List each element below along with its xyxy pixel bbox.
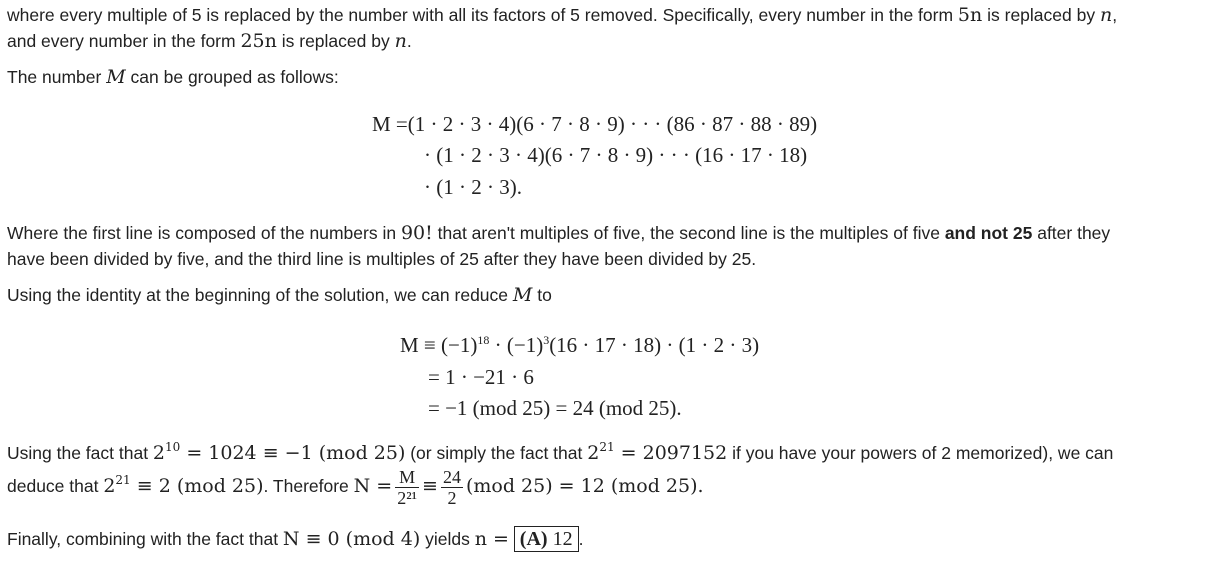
math-2-pow-21 (587, 442, 727, 464)
math-2-pow-21-congruence (103, 475, 263, 497)
fraction-denominator: 2²¹ (397, 487, 418, 508)
intro-line-1 (7, 2, 1117, 28)
final-line (7, 526, 583, 552)
math-N-mod-4: N ≡ 0 (mod 4) (282, 528, 421, 550)
equation2-line-1 (400, 331, 759, 359)
math-M: M (106, 66, 126, 88)
fraction-denominator: 2 (447, 487, 457, 508)
eq2-exponent: 3 (543, 333, 550, 347)
math-90-factorial: 90! (400, 222, 433, 244)
identity-sentence (7, 282, 552, 308)
deduce-text: . Therefore (263, 476, 354, 496)
math-2-pow-10 (153, 442, 405, 464)
eq2-lhs: M ≡ (−1) (400, 333, 478, 357)
math-25n: 25n (240, 30, 277, 52)
math-equiv: ≡ (422, 475, 438, 497)
math-N-equals: N = (353, 475, 393, 497)
math-exponent: 21 (599, 440, 615, 454)
math-base: 2 (103, 475, 116, 497)
deduce-text: deduce that (7, 476, 104, 496)
explanation-bold: and not 25 (944, 223, 1033, 243)
intro-text: and every number in the form (7, 31, 241, 51)
math-exponent: 10 (165, 440, 181, 454)
explanation-line-1 (7, 220, 1110, 246)
math-n: n (394, 30, 407, 52)
fraction-numerator: M (395, 467, 419, 488)
answer-value: 12 (547, 528, 573, 550)
eq2-mid: · (−1) (489, 333, 544, 357)
math-base: 2 (152, 442, 166, 464)
fraction-M-over-2-21 (395, 467, 419, 508)
eq2-exponent: 18 (477, 333, 490, 347)
math-base: 2 (587, 442, 600, 464)
intro-text: , (1112, 5, 1118, 25)
fraction-24-over-2 (441, 467, 463, 508)
final-text: yields (420, 529, 475, 549)
explanation-line-2: have been divided by five, and the third line is multiples of 25 after they have been divided by 25. (7, 249, 757, 269)
intro-text: . (406, 31, 412, 51)
fact-line (7, 440, 1113, 466)
equation2-line-2: = 1 · −21 · 6 (428, 365, 534, 389)
deduce-line (7, 464, 704, 508)
eq2-rest: (16 · 17 · 18) · (1 · 2 · 3) (549, 333, 760, 357)
final-text: . (578, 529, 584, 549)
intro-line-2 (7, 28, 412, 54)
intro-text: is replaced by (982, 5, 1100, 25)
final-text: Finally, combining with the fact that (7, 529, 283, 549)
intro-text: is replaced by (276, 31, 395, 51)
grouping-text: The number (7, 67, 107, 87)
math-mod-result: (mod 25) = 12 (mod 25). (465, 475, 704, 497)
math-rest: ≡ 2 (mod 25) (130, 475, 264, 497)
math-rest: = 2097152 (614, 442, 728, 464)
intro-text: where every multiple of 5 is replaced by the number with all its factors of 5 removed. Specifically, every number in the form (7, 5, 958, 25)
answer-choice: (A) (519, 528, 548, 550)
fact-text: (or simply the fact that (405, 443, 588, 463)
equation2-line-3: = −1 (mod 25) = 24 (mod 25). (428, 396, 682, 420)
math-n: n (1099, 4, 1113, 26)
equation1-line-2: · (1 · 2 · 3 · 4)(6 · 7 · 8 · 9) · · · (16 · 17 · 18) (424, 143, 808, 167)
math-exponent: 21 (115, 473, 131, 487)
identity-text: to (532, 285, 552, 305)
fact-text: if you have your powers of 2 memorized), we can (727, 443, 1114, 463)
fact-text: Using the fact that (7, 443, 153, 463)
explanation-text: that aren't multiples of five, the second line is the multiples of five (432, 223, 945, 243)
identity-text: Using the identity at the beginning of the solution, we can reduce (7, 285, 513, 305)
fraction-numerator: 24 (442, 466, 461, 487)
math-rest: = 1024 ≡ −1 (mod 25) (180, 442, 406, 464)
explanation-text: after they (1032, 223, 1111, 243)
math-n-equals: n = (474, 528, 509, 550)
equation1-line-3: · (1 · 2 · 3). (424, 175, 522, 199)
grouping-sentence (7, 64, 339, 90)
math-M: M (512, 284, 533, 306)
explanation-text: Where the first line is composed of the numbers in (7, 223, 401, 243)
grouping-text: can be grouped as follows: (125, 67, 339, 87)
math-5n: 5n (957, 4, 983, 26)
equation1-line-1: M =(1 · 2 · 3 · 4)(6 · 7 · 8 · 9) · · · (86 · 87 · 88 · 89) (372, 112, 818, 136)
answer-box (514, 526, 579, 552)
